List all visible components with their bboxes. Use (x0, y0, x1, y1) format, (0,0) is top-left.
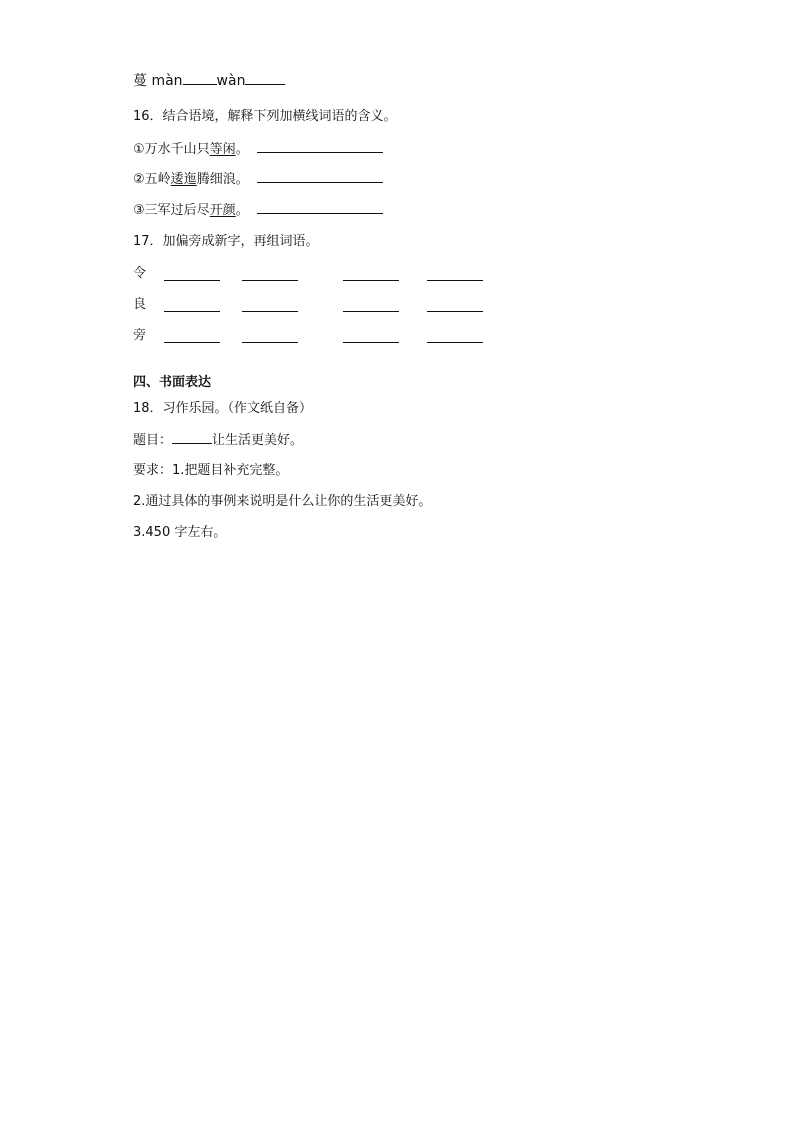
answer-blank[interactable] (242, 342, 298, 343)
q16-item-2 (133, 170, 383, 189)
item-number: ① (133, 142, 145, 157)
answer-blank[interactable] (242, 280, 298, 281)
q16-item-3 (133, 201, 383, 220)
requirement-label: 要求： (133, 463, 173, 478)
radical-liang: 良 (133, 297, 147, 312)
topic-label: 题目： (133, 433, 173, 448)
underlined-word: 逶迤 (170, 172, 197, 187)
q16-title: 16．结合语境，解释下列加横线词语的含义。 (133, 109, 397, 124)
item-text: 三军过后尽 (144, 203, 210, 218)
answer-blank[interactable] (242, 311, 298, 312)
item-text: 腾细浪。 (196, 172, 249, 187)
requirement-text: 1.把题目补充完整。 (172, 463, 289, 478)
answer-blank[interactable] (427, 311, 483, 312)
q17-title: 17．加偏旁成新字，再组词语。 (133, 234, 319, 249)
radical-ling: 令 (133, 266, 147, 281)
pinyin-man: màn (151, 73, 183, 89)
answer-blank[interactable] (427, 280, 483, 281)
answer-blank[interactable] (257, 140, 383, 153)
q18-title: 18．习作乐园。（作文纸自备） (133, 401, 313, 416)
q18-topic (133, 431, 303, 450)
answer-blank[interactable] (164, 342, 220, 343)
radical-pang: 旁 (133, 328, 147, 343)
q16-item-1 (133, 140, 383, 159)
underlined-word: 等闲 (209, 142, 236, 157)
underlined-word: 开颜 (209, 203, 236, 218)
item-text: 。 (235, 203, 249, 218)
item-number: ② (133, 172, 145, 187)
q18-requirement-1 (133, 462, 288, 480)
answer-blank[interactable] (343, 311, 399, 312)
answer-blank[interactable] (164, 311, 220, 312)
topic-blank[interactable] (172, 431, 212, 444)
answer-blank-1[interactable] (183, 72, 217, 85)
item-text: 五岭 (144, 172, 171, 187)
answer-blank[interactable] (257, 170, 383, 183)
item-number: ③ (133, 203, 145, 218)
item-text: 。 (235, 142, 249, 157)
item-text: 万水千山只 (144, 142, 210, 157)
pinyin-line (133, 72, 285, 90)
q18-requirement-3: 3.450 字左右。 (133, 525, 227, 540)
pinyin-wan: wàn (216, 73, 246, 89)
answer-blank-2[interactable] (245, 72, 285, 85)
answer-blank[interactable] (257, 201, 383, 214)
answer-blank[interactable] (343, 280, 399, 281)
section-title: 四、书面表达 (133, 375, 212, 390)
q18-requirement-2: 2.通过具体的事例来说明是什么让你的生活更美好。 (133, 494, 432, 509)
answer-blank[interactable] (164, 280, 220, 281)
char-man: 蔓 (133, 73, 147, 89)
topic-suffix: 让生活更美好。 (212, 433, 304, 448)
answer-blank[interactable] (427, 342, 483, 343)
answer-blank[interactable] (343, 342, 399, 343)
